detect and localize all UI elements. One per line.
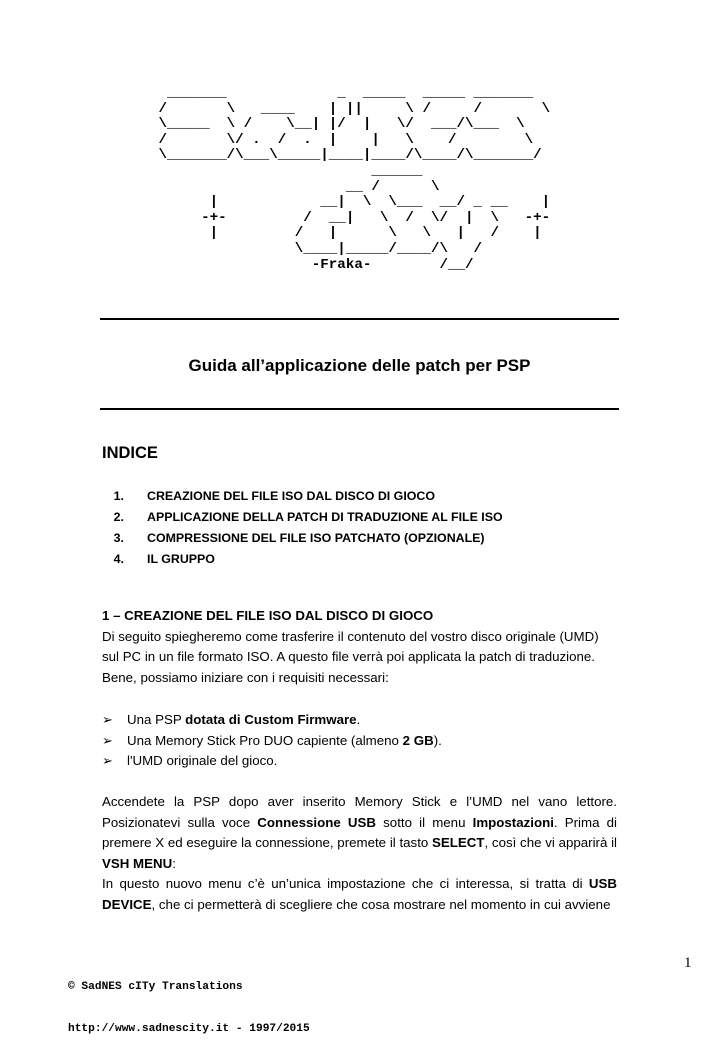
usb-device-paragraph: In questo nuovo menu c’è un’unica impostazione che ci interessa, si tratta di USB DEVICE, che ci permetterà di scegliere che cosa mostrare nel momento in cui avviene (102, 876, 617, 912)
arrow-bullet-icon: ➢ (102, 712, 113, 727)
index-item: 1. CREAZIONE DEL FILE ISO DAL DISCO DI GIOCO (113, 489, 435, 503)
document-title: Guida all’applicazione delle patch per PSP (188, 356, 531, 375)
index-item: 4. IL GRUPPO (113, 552, 215, 566)
index-list (102, 486, 503, 570)
bottom-divider (100, 408, 619, 410)
top-divider (100, 318, 619, 320)
requirements-list (102, 710, 617, 772)
website-url: http://www.sadnescity.it - 1997/2015 (68, 1023, 310, 1035)
index-heading: INDICE (102, 444, 158, 462)
page-number: 1 (684, 955, 692, 971)
ascii-logo: _______ _ _____ _____ _______ / \ ____ | || \ / / \ \_____ \ / \__| |/ | \/ ___/\___ \ / \/ . / . | | \ / \ \_______/\___\_____|____|____/\____/\_______/ ______ __ / \ | __| \ \___ __/ _ __ | -+- / __| \ / \/ | \ -+- | / | \ \ | / | \____|_____/____/\ / -Fraka- /__/ (158, 85, 551, 273)
list-item: ➢ l'UMD originale del gioco. (102, 751, 617, 772)
page-footer (68, 952, 310, 1050)
body-paragraphs (102, 792, 617, 916)
index-item: 2. APPLICAZIONE DELLA PATCH DI TRADUZIONE AL FILE ISO (113, 510, 503, 524)
intro-paragraph: Di seguito spiegheremo come trasferire il contenuto del vostro disco originale (UMD) sul PC in un file formato ISO. A questo file verrà poi applicata la patch di traduzione. Bene, possiamo iniziare con i requisiti necessari: (102, 628, 599, 685)
index-item: 3. COMPRESSIONE DEL FILE ISO PATCHATO (OPZIONALE) (113, 531, 485, 545)
list-item: ➢ Una PSP dotata di Custom Firmware. (102, 710, 617, 731)
arrow-bullet-icon: ➢ (102, 753, 113, 769)
section-1 (102, 606, 617, 688)
arrow-bullet-icon: ➢ (102, 732, 113, 748)
section-heading: 1 – CREAZIONE DEL FILE ISO DAL DISCO DI GIOCO (102, 608, 434, 623)
copyright-text: © SadNES cITy Translations (68, 981, 243, 993)
instruction-paragraph: Accendete la PSP dopo aver inserito Memory Stick e l’UMD nel vano lettore. Posizionatevi sulla voce Connessione USB sotto il menu Impostazioni. Prima di premere X ed eseguire la connessione, premete il tasto SELECT, così che vi apparirà il VSH MENU: (102, 794, 617, 871)
list-item: ➢ Una Memory Stick Pro DUO capiente (almeno 2 GB). (102, 731, 617, 752)
